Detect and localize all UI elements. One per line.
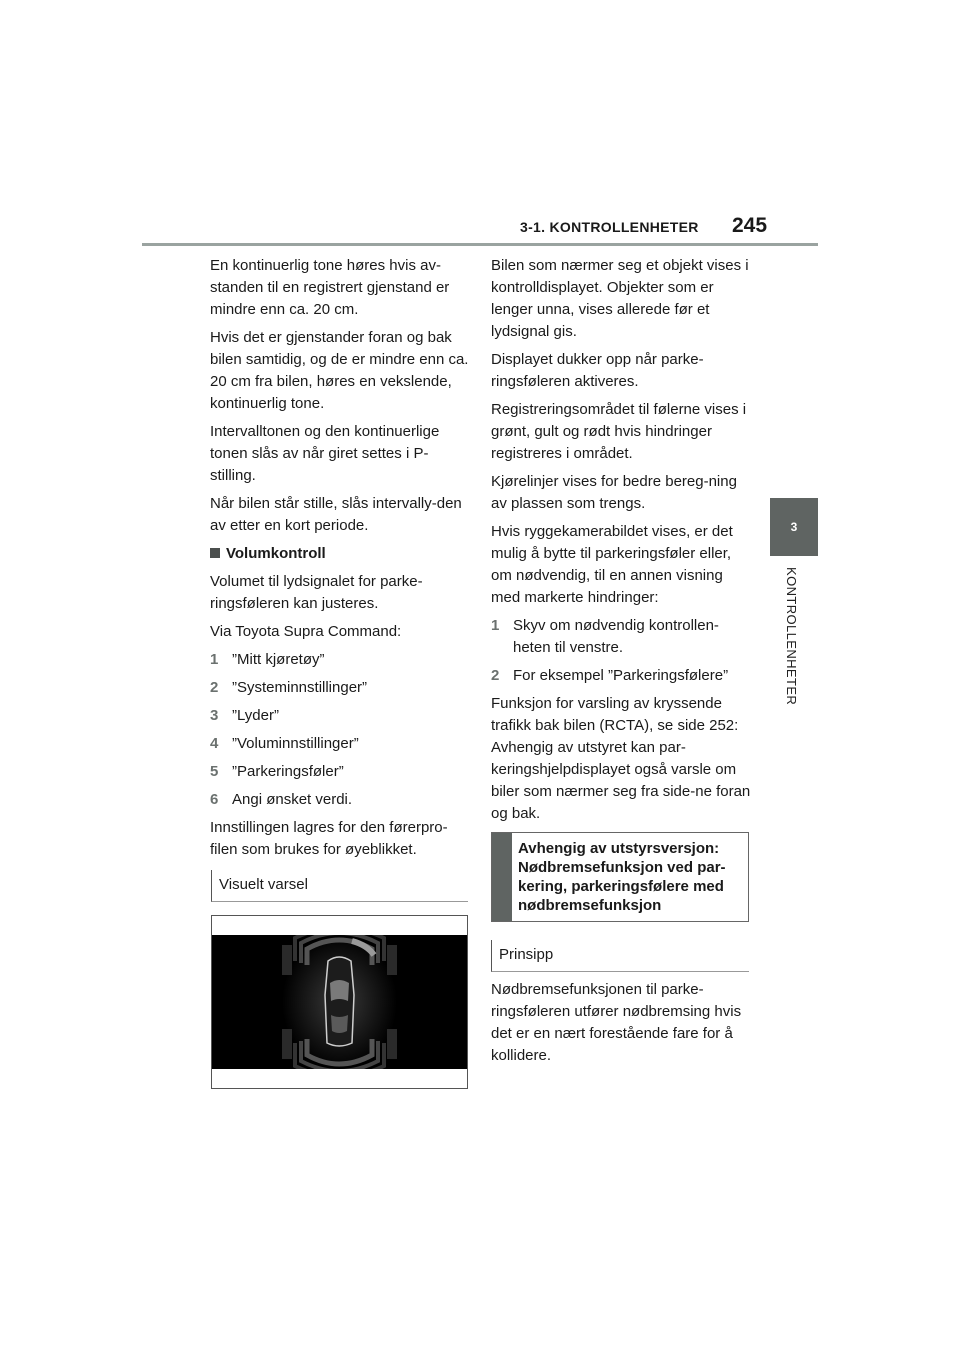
step-number: 4 — [210, 735, 219, 752]
section-title: 3-1. KONTROLLENHETER — [520, 219, 699, 235]
figure-caption: Visuelt varsel — [211, 870, 468, 902]
chapter-label: KONTROLLENHETER — [784, 567, 799, 706]
step-number: 6 — [210, 791, 219, 808]
section-caption: Prinsipp — [491, 940, 749, 972]
step-number: 1 — [210, 651, 219, 668]
chapter-number: 3 — [790, 520, 798, 534]
step-item — [210, 733, 472, 755]
square-bullet-icon — [210, 548, 220, 558]
parking-display-image — [212, 935, 467, 1069]
paragraph: En kontinuerlig tone høres hvis av-standen til en registrert gjenstand er mindre enn ca. 20 cm. — [210, 257, 450, 318]
subheading — [210, 543, 472, 565]
paragraph: Innstillingen lagres for den førerpro-filen som brukes for øyeblikket. — [210, 819, 448, 858]
right-column-bottom — [491, 979, 753, 1073]
paragraph: Bilen som nærmer seg et objekt vises i kontrolldisplayet. Objekter som er lenger unna, vises allerede før et lydsignal gis. — [491, 257, 749, 340]
step-item — [491, 665, 753, 687]
step-item — [210, 705, 472, 727]
step-item — [210, 761, 472, 783]
note-text: Avhengig av utstyrsversjon: Nødbremsefunksjon ved par-kering, parkeringsfølere med nødbremsefunksjon — [518, 840, 726, 914]
equipment-note-box — [491, 832, 749, 922]
step-number: 1 — [491, 617, 500, 634]
step-item — [210, 789, 472, 811]
header-divider — [142, 243, 818, 246]
chapter-tab — [770, 498, 818, 556]
paragraph: Volumet til lydsignalet for parke-ringsføleren kan justeres. — [210, 573, 423, 612]
parking-sensor-graphic — [212, 935, 467, 1069]
paragraph: Når bilen står stille, slås intervally-den av etter en kort periode. — [210, 495, 462, 534]
left-column — [210, 255, 472, 867]
step-text: ”Systeminnstillinger” — [232, 679, 368, 696]
step-number: 2 — [210, 679, 219, 696]
paragraph: Registreringsområdet til følerne vises i grønt, gult og rødt hvis hindringer registreres i området. — [491, 401, 747, 462]
step-text: ”Voluminnstillinger” — [232, 735, 359, 752]
paragraph: Via Toyota Supra Command: — [210, 623, 402, 640]
paragraph: Hvis det er gjenstander foran og bak bilen samtidig, og de er mindre enn ca. 20 cm fra bilen, høres en vekslende, kontinuerlig tone. — [210, 329, 469, 412]
paragraph: Nødbremsefunksjonen til parke-ringsføleren utfører nødbremsing hvis det er en nært forestående fare for å kollidere. — [491, 981, 742, 1064]
step-item — [210, 677, 472, 699]
step-text: ”Parkeringsføler” — [232, 763, 344, 780]
paragraph: Funksjon for varsling av kryssende trafikk bak bilen (RCTA), se side 252: Avhengig av utstyret kan par-keringshjelpdisplayet også varsle om biler som nærmer seg fra side-ne foran og bak. — [491, 695, 751, 822]
subheading-text: Volumkontroll — [226, 545, 326, 562]
step-item — [210, 649, 472, 671]
step-number: 5 — [210, 763, 219, 780]
step-text: Angi ønsket verdi. — [232, 791, 353, 808]
step-item — [491, 615, 753, 659]
parking-sensor-figure — [211, 915, 468, 1089]
page-number: 245 — [732, 214, 768, 237]
step-text: Skyv om nødvendig kontrollen-heten til venstre. — [513, 617, 719, 656]
paragraph: Kjørelinjer vises for bedre bereg-ning av plassen som trengs. — [491, 473, 737, 512]
paragraph: Displayet dukker opp når parke-ringsføleren aktiveres. — [491, 351, 704, 390]
right-column — [491, 255, 753, 831]
note-bar — [492, 833, 512, 921]
paragraph: Intervalltonen og den kontinuerlige tonen slås av når giret settes i P-stilling. — [210, 423, 440, 484]
step-number: 2 — [491, 667, 500, 684]
step-text: ”Mitt kjøretøy” — [232, 651, 325, 668]
step-text: For eksempel ”Parkeringsfølere” — [513, 667, 729, 684]
paragraph: Hvis ryggekamerabildet vises, er det mulig å bytte til parkeringsføler eller, om nødvendig, til en annen visning med markerte hindringer: — [491, 523, 733, 606]
step-text: ”Lyder” — [232, 707, 279, 724]
step-number: 3 — [210, 707, 219, 724]
